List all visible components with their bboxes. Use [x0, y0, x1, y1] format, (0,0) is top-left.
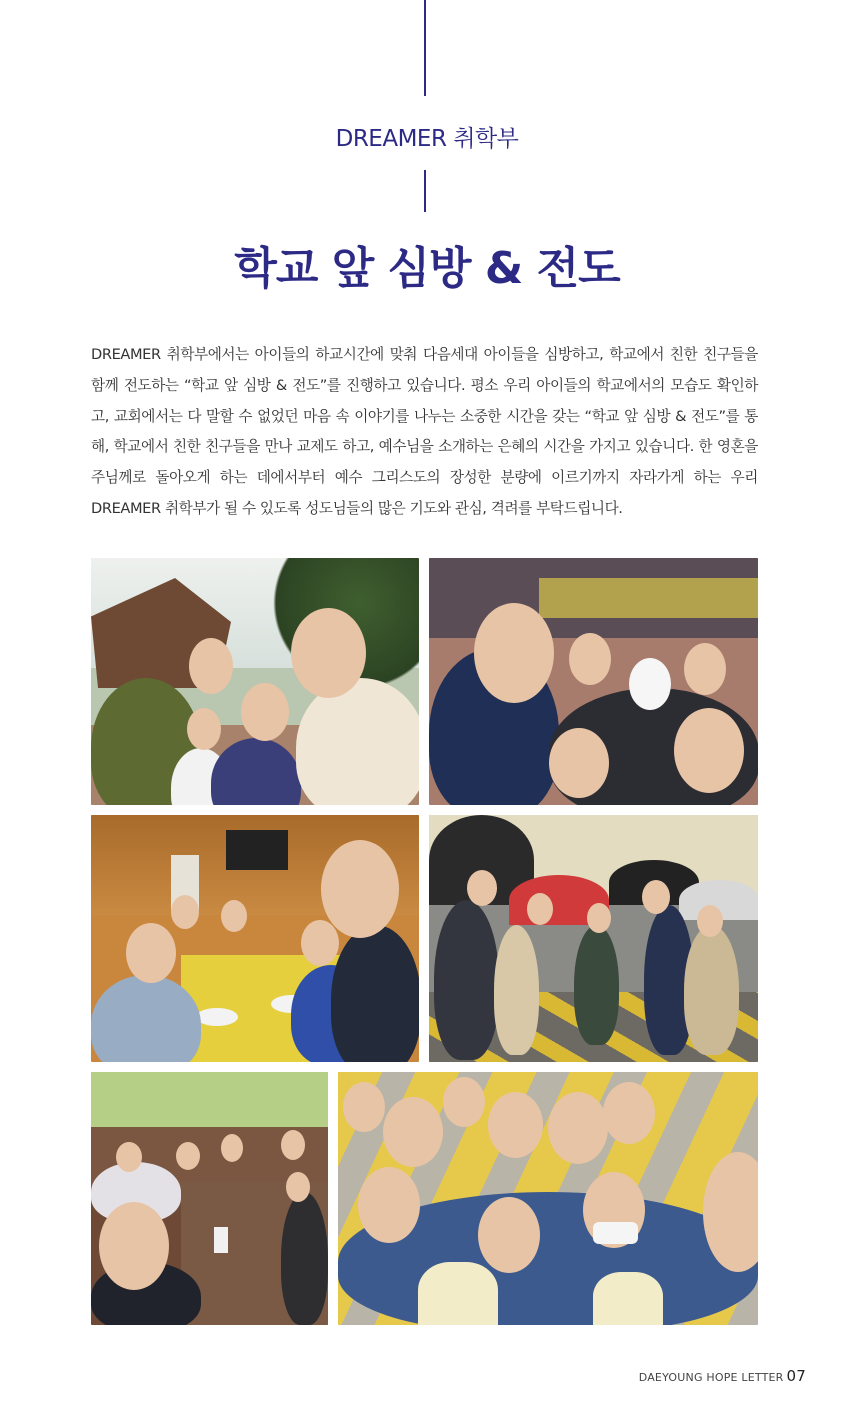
photo-restaurant	[91, 815, 419, 1062]
page-title: 학교 앞 심방 & 전도	[234, 243, 620, 294]
photo-kids-group	[338, 1072, 758, 1325]
mid-divider-line	[424, 170, 426, 212]
top-divider-line	[424, 0, 426, 96]
page-footer	[639, 1367, 806, 1385]
photo-table-group	[91, 1072, 328, 1325]
section-label: DREAMER 취학부	[335, 126, 519, 152]
body-paragraph: DREAMER 취학부에서는 아이들의 하교시간에 맞춰 다음세대 아이들을 심방하고, 학교에서 친한 친구들을 함께 전도하는 “학교 앞 심방 & 전도”를 진행하고 있습니다. 평소 우리 아이들의 학교에서의 모습도 확인하고, 교회에서는 다 말할 수 없었던 마음 속 이야기를 나누는 소중한 시간을 갖는 “학교 앞 심방 & 전도”를 통해, 학교에서 친한 친구들을 만나 교제도 하고, 예수님을 소개하는 은혜의 시간을 가지고 있습니다. 한 영혼을 주님께로 돌아오게 하는 데에서부터 예수 그리스도의 장성한 분량에 이르기까지 자라가게 하는 우리 DREAMER 취학부가 될 수 있도록 성도님들의 많은 기도와 관심, 격려를 부탁드립니다.	[91, 346, 758, 517]
page-number: 07	[786, 1367, 806, 1385]
photo-crosswalk-crowd	[429, 558, 758, 805]
photo-park-selfie	[91, 558, 419, 805]
photo-umbrellas-rain	[429, 815, 758, 1062]
publication-name: DAEYOUNG HOPE LETTER	[638, 1371, 784, 1384]
